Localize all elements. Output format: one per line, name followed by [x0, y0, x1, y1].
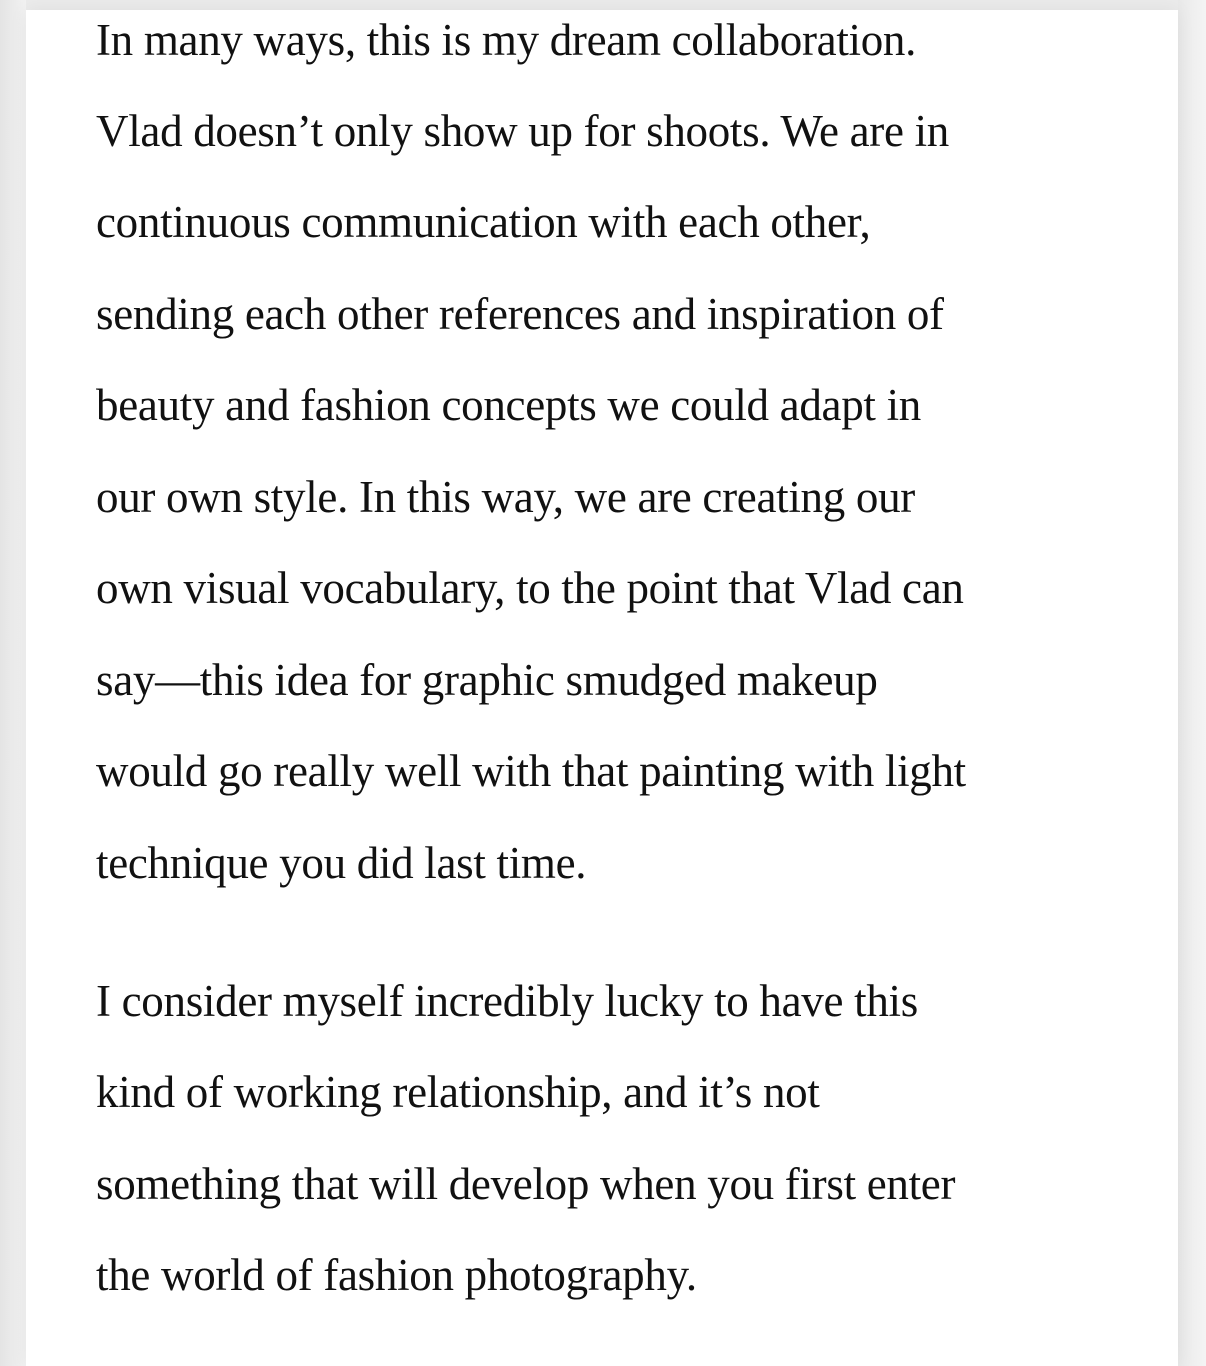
text-line: beauty and fashion concepts we could adapt in [96, 380, 921, 430]
text-line: Vlad doesn’t only show up for shoots. We are in [96, 106, 950, 156]
text-line: would go really well with that painting with light [96, 746, 966, 796]
page-edge-right [1178, 0, 1206, 1366]
text-line: say—this idea for graphic smudged makeup [96, 655, 878, 705]
text-line: own visual vocabulary, to the point that Vlad can [96, 563, 964, 613]
text-line: In many ways, this is my dream collaboration. [96, 15, 917, 65]
text-line: something that will develop when you first enter [96, 1159, 956, 1209]
text-line: technique you did last time. [96, 838, 587, 888]
text-line: sending each other references and inspiration of [96, 289, 944, 339]
text-line: continuous communication with each other, [96, 197, 871, 247]
page-edge-left [0, 0, 26, 1366]
text-line: the world of fashion photography. [96, 1250, 697, 1300]
text-line: I consider myself incredibly lucky to have this [96, 976, 918, 1026]
text-line: kind of working relationship, and it’s not [96, 1067, 820, 1117]
text-line: our own style. In this way, we are creating our [96, 472, 915, 522]
